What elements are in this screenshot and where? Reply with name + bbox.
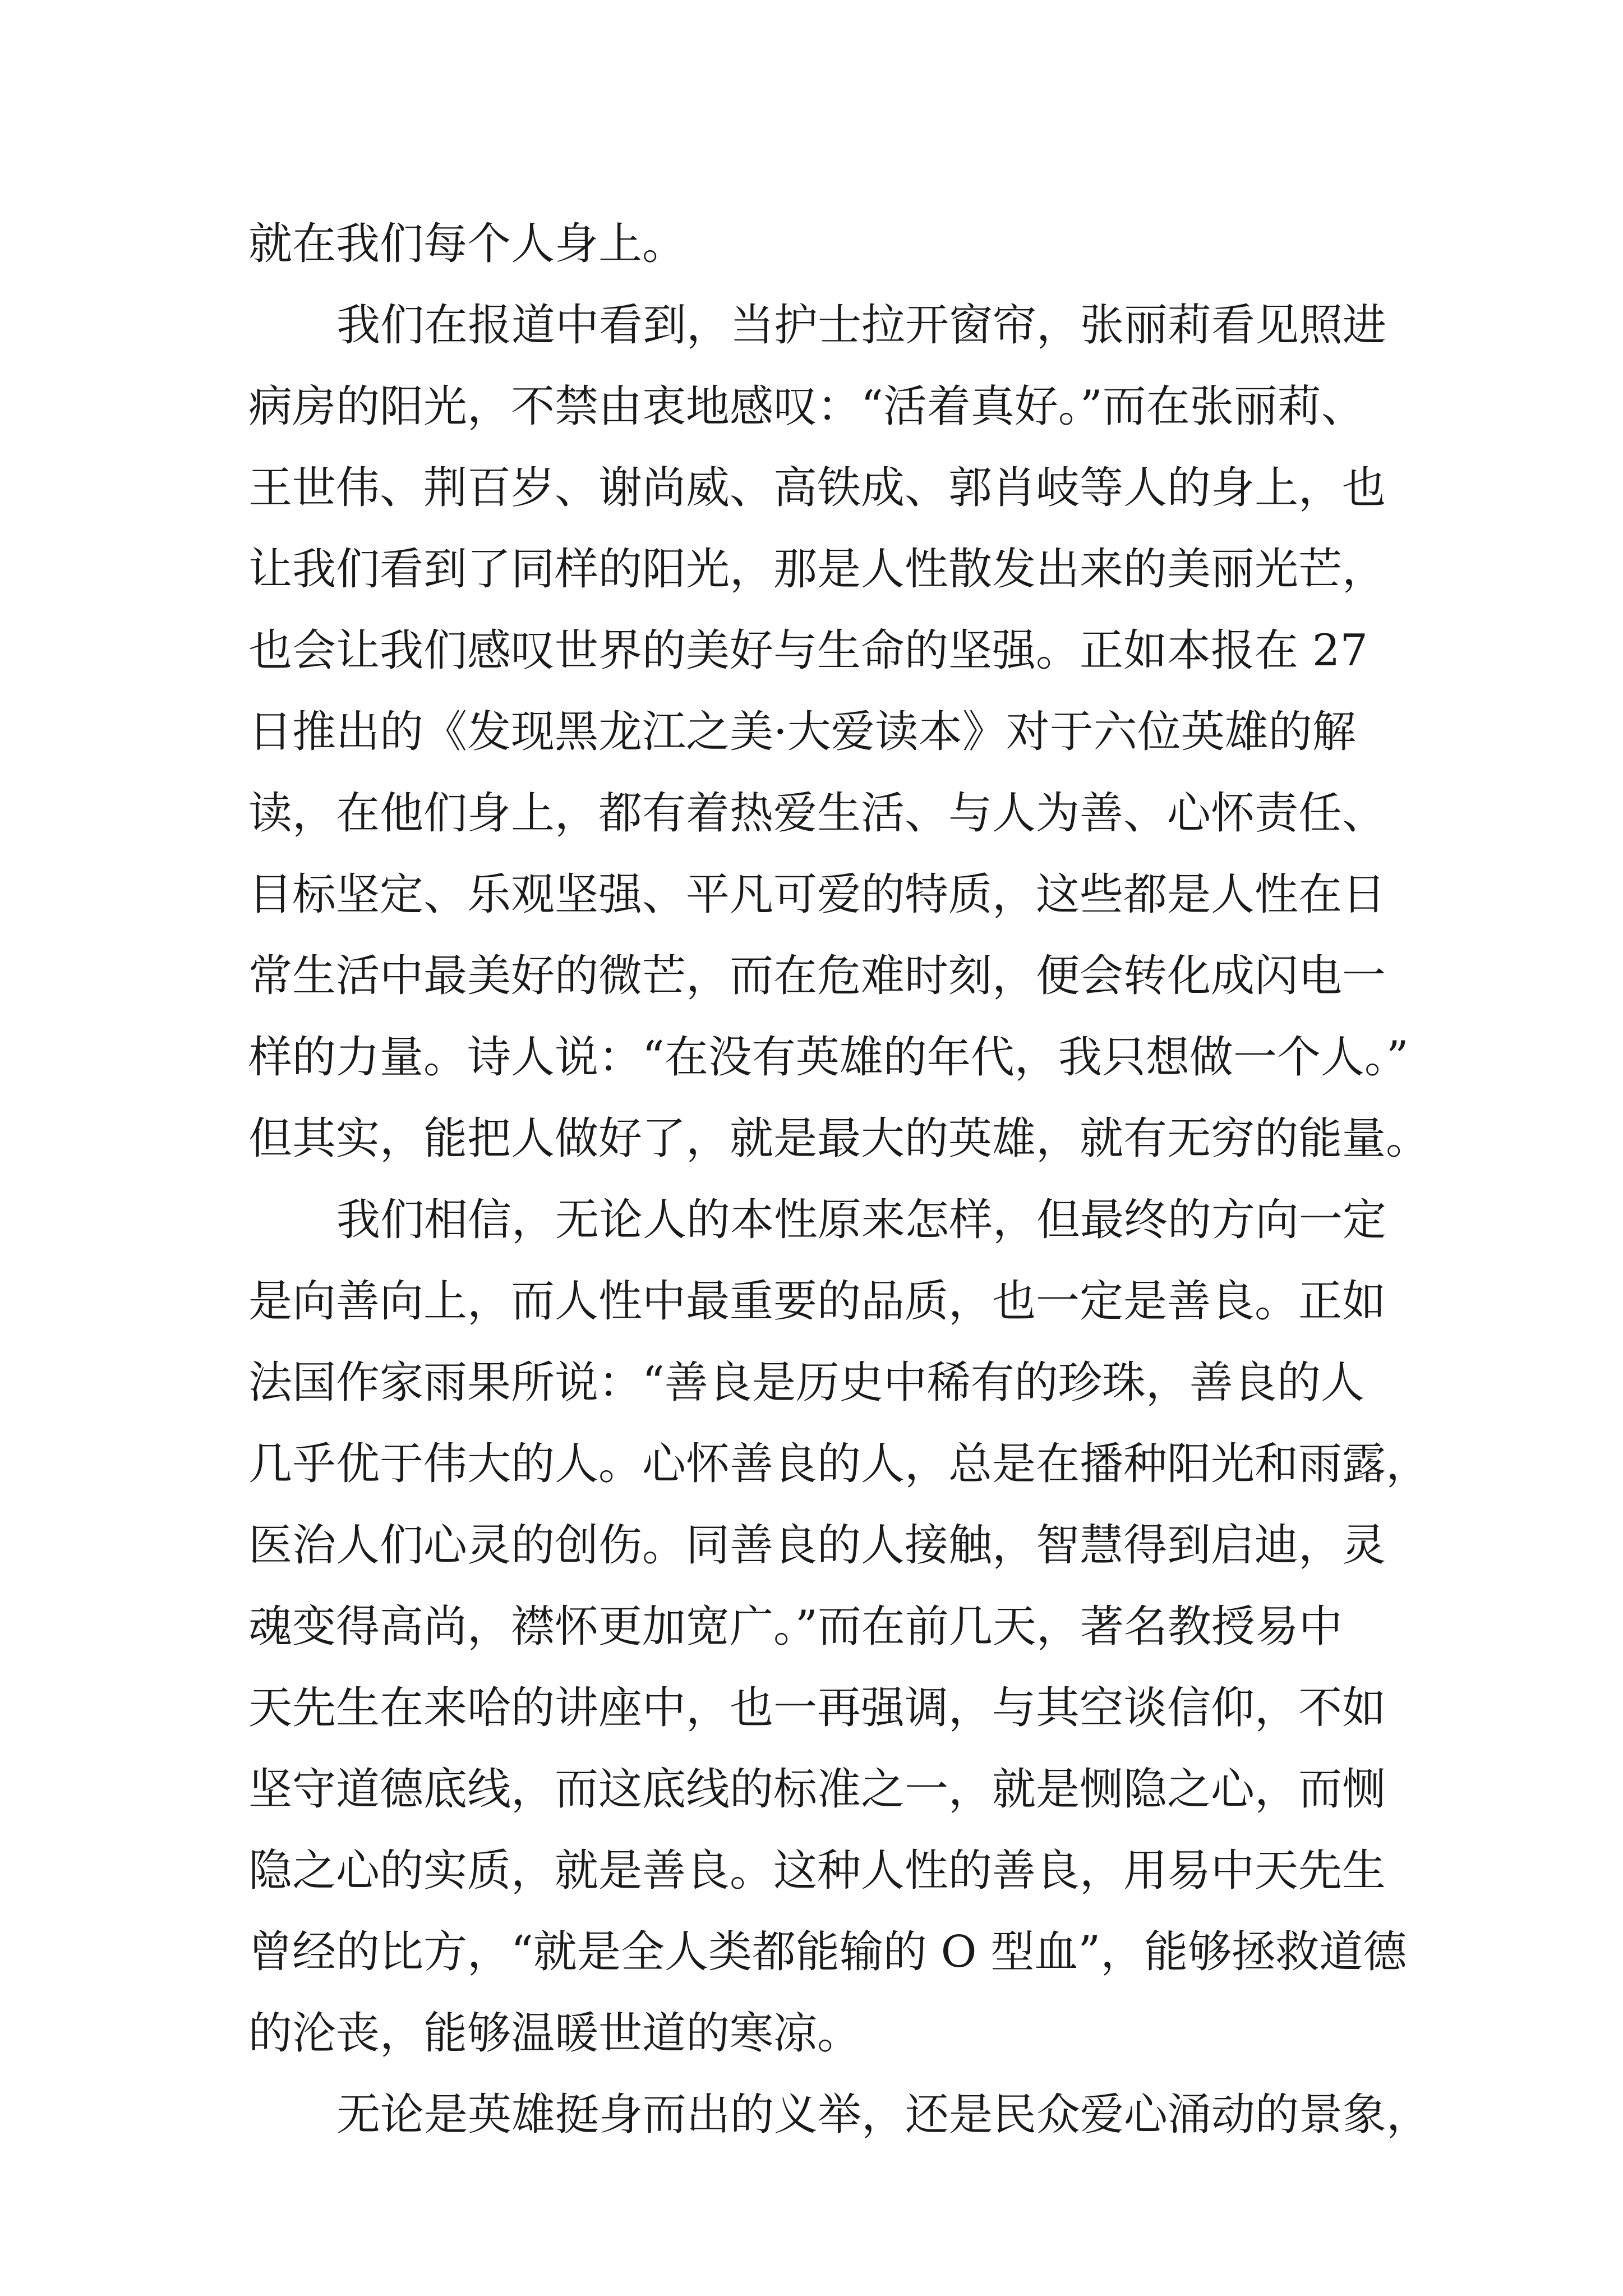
text-line: 医治人们心灵的创伤。同善良的人接触，智慧得到启迪，灵 (248, 1520, 1386, 1571)
text-line: 隐之心的实质，就是善良。这种人性的善良，用易中天先生 (248, 1846, 1386, 1896)
text-line: 日推出的《发现黑龙江之美·大爱读本》对于六位英雄的解 (248, 707, 1356, 757)
paragraph-first-line: 我们相信，无论人的本性原来怎样，但最终的方向一定 (336, 1195, 1387, 1245)
text-line: 法国作家雨果所说：“善良是历史中稀有的珍珠，善良的人 (248, 1358, 1364, 1408)
text-line: 魂变得高尚，襟怀更加宽广。”而在前几天，著名教授易中 (248, 1602, 1343, 1652)
text-line: 的沦丧，能够温暖世道的寒凉。 (248, 2008, 861, 2059)
text-line: 曾经的比方，“就是全人类都能输的 O 型血”，能够拯救道德 (248, 1927, 1407, 1977)
text-line: 就在我们每个人身上。 (248, 219, 686, 269)
text-line: 坚守道德底线，而这底线的标准之一，就是恻隐之心，而恻 (248, 1764, 1386, 1815)
text-line: 常生活中最美好的微芒，而在危难时刻，便会转化成闪电一 (248, 951, 1386, 1001)
text-line: 天先生在来哈的讲座中，也一再强调，与其空谈信仰，不如 (248, 1683, 1386, 1733)
text-line: 是向善向上，而人性中最重要的品质，也一定是善良。正如 (248, 1276, 1386, 1327)
text-line: 样的力量。诗人说：“在没有英雄的年代，我只想做一个人。” (248, 1032, 1409, 1083)
text-line: 但其实，能把人做好了，就是最大的英雄，就有无穷的能量。 (248, 1114, 1430, 1164)
text-line: 让我们看到了同样的阳光，那是人性散发出来的美丽光芒， (248, 544, 1386, 595)
text-line: 王世伟、荆百岁、谢尚威、高铁成、郭肖岐等人的身上，也 (248, 463, 1386, 513)
text-line: 读，在他们身上，都有着热爱生活、与人为善、心怀责任、 (248, 788, 1386, 839)
text-line: 目标坚定、乐观坚强、平凡可爱的特质，这些都是人性在日 (248, 869, 1386, 920)
text-line: 病房的阳光，不禁由衷地感叹：“活着真好。”而在张丽莉、 (248, 381, 1365, 432)
paragraph-first-line: 无论是英雄挺身而出的义举，还是民众爱心涌动的景象， (336, 2090, 1431, 2140)
paragraph-first-line: 我们在报道中看到，当护士拉开窗帘，张丽莉看见照进 (336, 300, 1387, 351)
text-line: 也会让我们感叹世界的美好与生命的坚强。正如本报在 27 (248, 625, 1368, 676)
text-line: 几乎优于伟大的人。心怀善良的人，总是在播种阳光和雨露， (248, 1439, 1430, 1489)
